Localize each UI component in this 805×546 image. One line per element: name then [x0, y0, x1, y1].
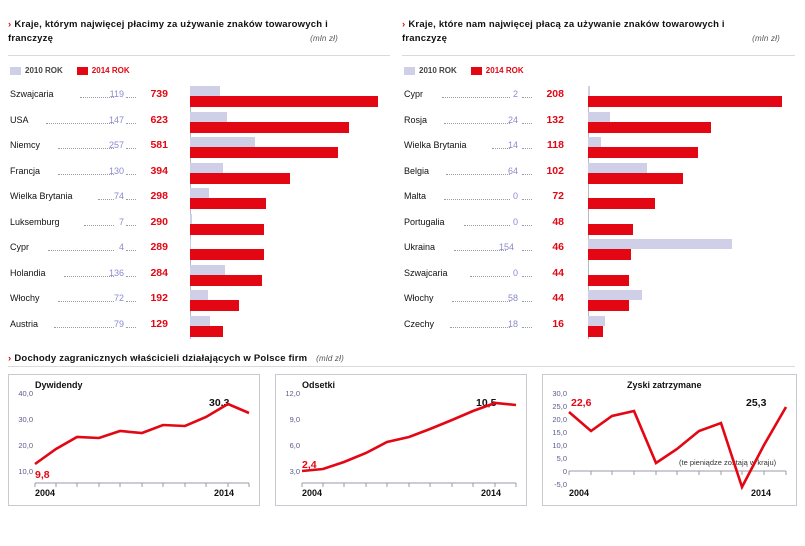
row-bars [588, 213, 788, 239]
row-bars [588, 136, 788, 162]
right-panel-unit: (mln zł) [752, 34, 780, 43]
table-row [8, 289, 398, 315]
x-tick-start: 2004 [302, 488, 323, 498]
y-tick: 12,0 [285, 389, 300, 398]
row-value-2014: 129 [150, 317, 168, 330]
bottom-panel-title: Dochody zagranicznych właścicieli działających w Polsce firm [14, 353, 308, 364]
chart-plot [9, 375, 259, 505]
row-value-2010: 72 [113, 293, 124, 303]
bar-2010 [588, 239, 732, 249]
chart-annotation: (te pieniądze zostają w kraju) [679, 458, 777, 467]
bar-2014 [190, 300, 239, 311]
row-country: Holandia [10, 267, 46, 278]
left-panel-legend [10, 66, 140, 75]
left-panel-heading [8, 18, 338, 46]
row-country: Włochy [10, 293, 40, 303]
row-bars [190, 85, 394, 111]
bar-2014 [588, 173, 683, 184]
bar-2014 [588, 224, 633, 235]
legend-swatch-2014 [471, 67, 482, 75]
row-bars [588, 111, 788, 137]
x-tick-end: 2014 [214, 488, 235, 498]
row-value-2014: 284 [150, 266, 168, 279]
row-value-2010: 0 [512, 267, 518, 278]
right-panel-title: Kraje, które nam najwięcej płacą za używanie znaków towarowych i franczyzę [402, 19, 725, 44]
bar-2014 [190, 224, 264, 235]
bar-2010 [190, 112, 227, 122]
row-value-2014: 102 [546, 164, 564, 177]
bar-2014 [190, 326, 223, 337]
row-country: Cypr [404, 89, 424, 99]
left-bar-chart [8, 85, 398, 340]
table-row [402, 264, 795, 290]
legend-label-2014: 2014 ROK [485, 66, 524, 75]
chart-title: Zyski zatrzymane [627, 380, 702, 390]
row-bars [190, 111, 394, 137]
table-row [402, 238, 795, 264]
start-value-label: 2,4 [302, 459, 317, 471]
row-country: Szwajcaria [10, 89, 54, 99]
legend-swatch-2010 [404, 67, 415, 75]
row-bars [588, 85, 788, 111]
y-tick: 10,0 [552, 441, 567, 450]
bar-2014 [588, 326, 603, 337]
table-row [8, 136, 398, 162]
row-value-2014: 46 [552, 241, 564, 253]
bullet-icon: › [402, 19, 406, 30]
bar-2010 [190, 188, 209, 198]
bar-2010 [588, 86, 590, 96]
bar-2014 [588, 275, 629, 286]
row-value-2014: 118 [547, 139, 564, 151]
row-country: Belgia [404, 165, 430, 176]
y-tick: 6,0 [289, 441, 300, 450]
row-bars [588, 238, 788, 264]
row-value-2010: 2 [512, 89, 518, 99]
row-value-2014: 289 [150, 241, 168, 253]
line-chart-odsetki [275, 374, 527, 506]
row-value-2010: 7 [118, 216, 124, 227]
y-tick: 15,0 [552, 428, 567, 437]
bottom-panel-heading [8, 352, 608, 366]
y-tick: 3,0 [289, 467, 300, 476]
table-row [8, 162, 398, 188]
y-tick: 5,0 [556, 454, 567, 463]
bar-2014 [190, 147, 338, 158]
row-country: Czechy [404, 318, 435, 329]
row-country: Szwajcaria [404, 267, 448, 278]
left-panel-divider [8, 55, 390, 56]
y-tick: 0 [562, 467, 567, 476]
y-tick: 30,0 [18, 415, 33, 424]
bottom-panel-divider [8, 366, 795, 367]
table-row [8, 264, 398, 290]
table-row [8, 85, 398, 111]
y-tick: 20,0 [552, 415, 567, 424]
row-country: Malta [404, 191, 427, 201]
y-tick: 9,0 [289, 415, 300, 424]
row-value-2010: 14 [507, 140, 518, 150]
row-value-2014: 132 [546, 113, 564, 126]
row-value-2014: 44 [552, 292, 564, 304]
row-value-2010: 154 [498, 242, 514, 252]
row-country: Wielka Brytania [10, 191, 73, 201]
row-value-2010: 58 [507, 293, 518, 303]
bar-2014 [190, 198, 266, 209]
table-row [8, 315, 398, 341]
row-bars [588, 264, 788, 290]
row-value-2014: 623 [150, 113, 168, 126]
bar-2014 [588, 249, 631, 260]
left-panel-unit: (mln zł) [310, 34, 338, 43]
row-value-2014: 72 [552, 190, 564, 202]
bar-2010 [190, 86, 220, 96]
x-tick-start: 2004 [35, 488, 56, 498]
bar-2014 [190, 122, 349, 133]
right-panel-divider [402, 55, 795, 56]
row-value-2014: 394 [150, 164, 168, 177]
row-value-2014: 298 [150, 190, 168, 202]
bar-2010 [190, 290, 208, 300]
legend-swatch-2014 [77, 67, 88, 75]
row-bars [588, 162, 788, 188]
y-tick: 10,0 [18, 467, 33, 476]
table-row [402, 111, 795, 137]
table-row [402, 162, 795, 188]
row-value-2010: 24 [507, 114, 518, 125]
row-value-2010: 0 [512, 216, 518, 227]
bar-2010 [190, 137, 255, 147]
row-bars [190, 289, 394, 315]
row-bars [588, 315, 788, 341]
row-value-2010: 64 [507, 165, 518, 176]
chart-plot [543, 375, 796, 505]
row-country: Niemcy [10, 140, 41, 150]
bar-2010 [190, 265, 225, 275]
row-country: Ukraina [404, 242, 436, 252]
row-country: Włochy [404, 293, 434, 303]
row-bars [190, 136, 394, 162]
right-panel-legend [404, 66, 534, 75]
bar-2014 [588, 96, 782, 107]
row-value-2014: 290 [150, 215, 168, 228]
chart-title: Odsetki [302, 380, 336, 390]
bar-2014 [190, 275, 262, 286]
y-tick: 30,0 [552, 389, 567, 398]
table-row [402, 85, 795, 111]
bar-2014 [190, 96, 378, 107]
table-row [402, 315, 795, 341]
row-country: Rosja [404, 114, 428, 125]
bullet-icon: › [8, 353, 12, 364]
row-value-2010: 4 [118, 242, 124, 252]
bar-2010 [190, 163, 223, 173]
row-value-2014: 16 [552, 317, 564, 330]
table-row [402, 213, 795, 239]
bar-2010 [190, 239, 191, 249]
row-country: Cypr [10, 242, 30, 252]
x-tick-end: 2014 [751, 488, 772, 498]
line-chart-zyski-zatrzymane [542, 374, 797, 506]
table-row [402, 136, 795, 162]
bar-2010 [588, 112, 610, 122]
bar-2014 [588, 300, 629, 311]
bar-2010 [588, 163, 647, 173]
table-row [8, 238, 398, 264]
row-country: Francja [10, 165, 41, 176]
legend-label-2010: 2010 ROK [419, 66, 457, 75]
row-country: USA [10, 114, 29, 125]
row-value-2010: 79 [113, 318, 124, 329]
row-value-2010: 119 [109, 89, 124, 99]
x-tick-end: 2014 [481, 488, 502, 498]
legend-label-2014: 2014 ROK [91, 66, 130, 75]
right-bar-chart [402, 85, 795, 340]
row-bars [190, 162, 394, 188]
row-bars [588, 187, 788, 213]
row-country: Portugalia [404, 216, 445, 227]
chart-title: Dywidendy [35, 380, 83, 390]
row-value-2010: 257 [108, 140, 124, 150]
bar-2014 [190, 173, 290, 184]
row-bars [190, 264, 394, 290]
row-country: Wielka Brytania [404, 140, 467, 150]
bar-2010 [190, 316, 210, 326]
row-bars [588, 289, 788, 315]
table-row [402, 289, 795, 315]
row-value-2010: 18 [507, 318, 518, 329]
row-value-2014: 48 [552, 215, 564, 228]
row-value-2010: 130 [108, 165, 124, 176]
y-tick: 20,0 [18, 441, 33, 450]
bar-2010 [190, 214, 192, 224]
row-bars [190, 213, 394, 239]
row-bars [190, 238, 394, 264]
row-value-2014: 739 [150, 88, 168, 100]
row-bars [190, 315, 394, 341]
bar-2010 [588, 290, 642, 300]
y-tick: 40,0 [18, 389, 33, 398]
bar-2014 [588, 122, 711, 133]
left-panel-title: Kraje, którym najwięcej płacimy za używanie znaków towarowych i franczyzę [8, 19, 328, 44]
row-bars [190, 187, 394, 213]
bullet-icon: › [8, 19, 12, 30]
row-value-2014: 208 [546, 88, 564, 100]
row-value-2010: 0 [512, 191, 518, 201]
legend-swatch-2010 [10, 67, 21, 75]
end-value-label: 30,3 [209, 397, 230, 409]
row-value-2010: 136 [108, 267, 124, 278]
x-tick-start: 2004 [569, 488, 590, 498]
row-value-2010: 147 [108, 114, 124, 125]
table-row [8, 187, 398, 213]
chart-plot [276, 375, 526, 505]
end-value-label: 10,5 [476, 397, 497, 409]
row-value-2014: 44 [552, 266, 564, 279]
start-value-label: 9,8 [35, 469, 50, 481]
row-value-2014: 581 [150, 139, 168, 151]
bar-2010 [588, 316, 605, 326]
end-value-label: 25,3 [746, 397, 767, 409]
y-tick: 25,0 [552, 402, 567, 411]
bottom-panel-unit: (mld zł) [316, 354, 344, 363]
row-value-2010: 74 [113, 191, 124, 201]
table-row [8, 213, 398, 239]
row-country: Luksemburg [10, 216, 60, 227]
y-tick: -5,0 [554, 480, 567, 489]
right-panel-heading [402, 18, 780, 46]
row-value-2014: 192 [150, 292, 168, 304]
legend-label-2010: 2010 ROK [25, 66, 63, 75]
bar-2014 [588, 147, 698, 158]
row-country: Austria [10, 318, 39, 329]
table-row [402, 187, 795, 213]
start-value-label: 22,6 [571, 397, 592, 409]
line-chart-dywidendy [8, 374, 260, 506]
bar-2014 [190, 249, 264, 260]
table-row [8, 111, 398, 137]
bar-2010 [588, 137, 601, 147]
bar-2014 [588, 198, 655, 209]
